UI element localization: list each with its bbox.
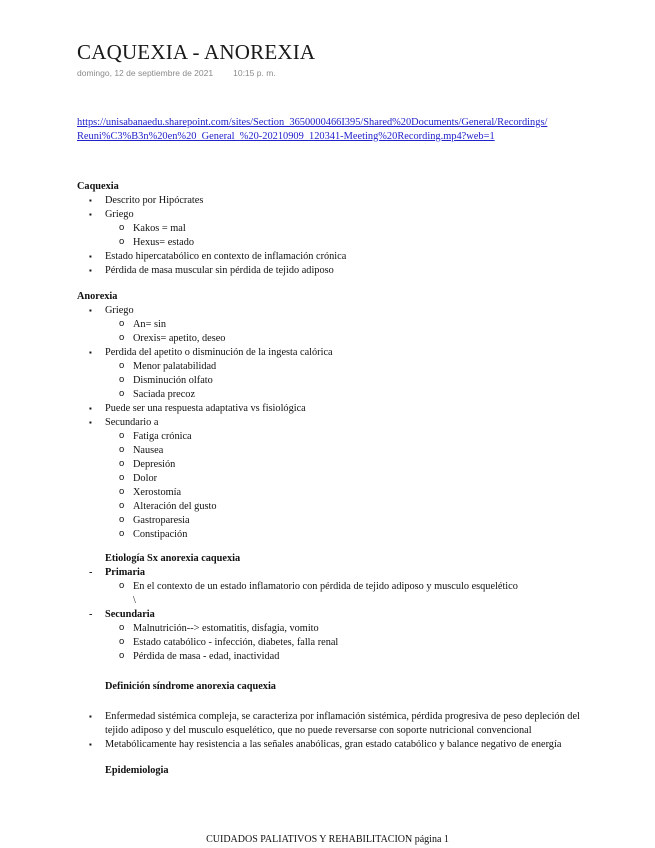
heading-caquexia: Caquexia	[77, 181, 119, 192]
note-date: domingo, 12 de septiembre de 2021	[77, 68, 214, 78]
list-item: ▪ Perdida del apetito o disminución de la ingesta calórica	[77, 346, 582, 360]
note-meta	[77, 68, 276, 78]
etiologia-primaria: - Primaria	[77, 566, 582, 580]
heading-anorexia: Anorexia	[77, 291, 118, 302]
list-item: o Pérdida de masa - edad, inactividad	[77, 650, 582, 664]
anorexia-list	[77, 304, 582, 542]
note-time: 10:15 p. m.	[233, 68, 276, 78]
list-item: o Kakos = mal	[77, 222, 582, 236]
list-item: o Dolor	[77, 472, 582, 486]
list-item: ▪ Griego	[77, 304, 582, 318]
page-title: CAQUEXIA - ANOREXIA	[77, 40, 316, 64]
recording-link[interactable]: https://unisabanaedu.sharepoint.com/sites/Section_3650000466I395/Shared%20Documents/General/Recordings/Reuni%C3%B3n%20en%20_General_%20-20210909_120341-Meeting%20Recording.mp4?web=1	[77, 117, 548, 142]
list-item: o Disminución olfato	[77, 374, 582, 388]
page-footer: CUIDADOS PALIATIVOS Y REHABILITACION página 1	[206, 834, 449, 845]
list-item: ▪ Puede ser una respuesta adaptativa vs fisiológica	[77, 402, 582, 416]
list-item: o Fatiga crónica	[77, 430, 582, 444]
etiologia-secundaria: - Secundaria	[77, 608, 582, 622]
list-item: o Gastroparesia	[77, 514, 582, 528]
list-item: o En el contexto de un estado inflamatorio con pérdida de tejido adiposo y musculo esquelético	[77, 580, 582, 594]
list-item: ▪ Metabólicamente hay resistencia a las señales anabólicas, gran estado catabólico y balance negativo de energía	[77, 738, 582, 752]
list-item: o Menor palatabilidad	[77, 360, 582, 374]
list-item: o Constipación	[77, 528, 582, 542]
list-item: o Depresión	[77, 458, 582, 472]
heading-etiologia: Etiología Sx anorexia caquexia	[105, 553, 241, 564]
note-body	[77, 180, 582, 778]
list-item: o An= sin	[77, 318, 582, 332]
list-item: o Malnutrición--> estomatitis, disfagia, vomito	[77, 622, 582, 636]
list-item: ▪ Griego	[77, 208, 582, 222]
list-item: o Estado catabólico - infección, diabetes, falla renal	[77, 636, 582, 650]
heading-epidemiologia: Epidemiologia	[105, 765, 169, 776]
list-item: ▪ Enfermedad sistémica compleja, se caracteriza por inflamación sistémica, pérdida progresiva de peso depleción del tejido adiposo y del musculo esquelético, que no puede reversarse con soporte nutricional convencional	[77, 710, 582, 738]
list-item: ▪ Pérdida de masa muscular sin pérdida de tejido adiposo	[77, 264, 582, 278]
etiologia-list	[77, 566, 582, 664]
list-item: ▪ Descrito por Hipócrates	[77, 194, 582, 208]
list-item: o Nausea	[77, 444, 582, 458]
definicion-list	[77, 710, 582, 752]
list-item: o Alteración del gusto	[77, 500, 582, 514]
list-item: o Xerostomía	[77, 486, 582, 500]
list-item: o Orexis= apetito, deseo	[77, 332, 582, 346]
list-item: o Hexus= estado	[77, 236, 582, 250]
caquexia-list	[77, 194, 582, 278]
heading-definicion: Definición síndrome anorexia caquexia	[105, 681, 276, 692]
list-item: ▪ Estado hipercatabólico en contexto de inflamación crónica	[77, 250, 582, 264]
list-item: ▪ Secundario a	[77, 416, 582, 430]
list-item: o Saciada precoz	[77, 388, 582, 402]
list-item-continuation: \	[133, 595, 136, 606]
